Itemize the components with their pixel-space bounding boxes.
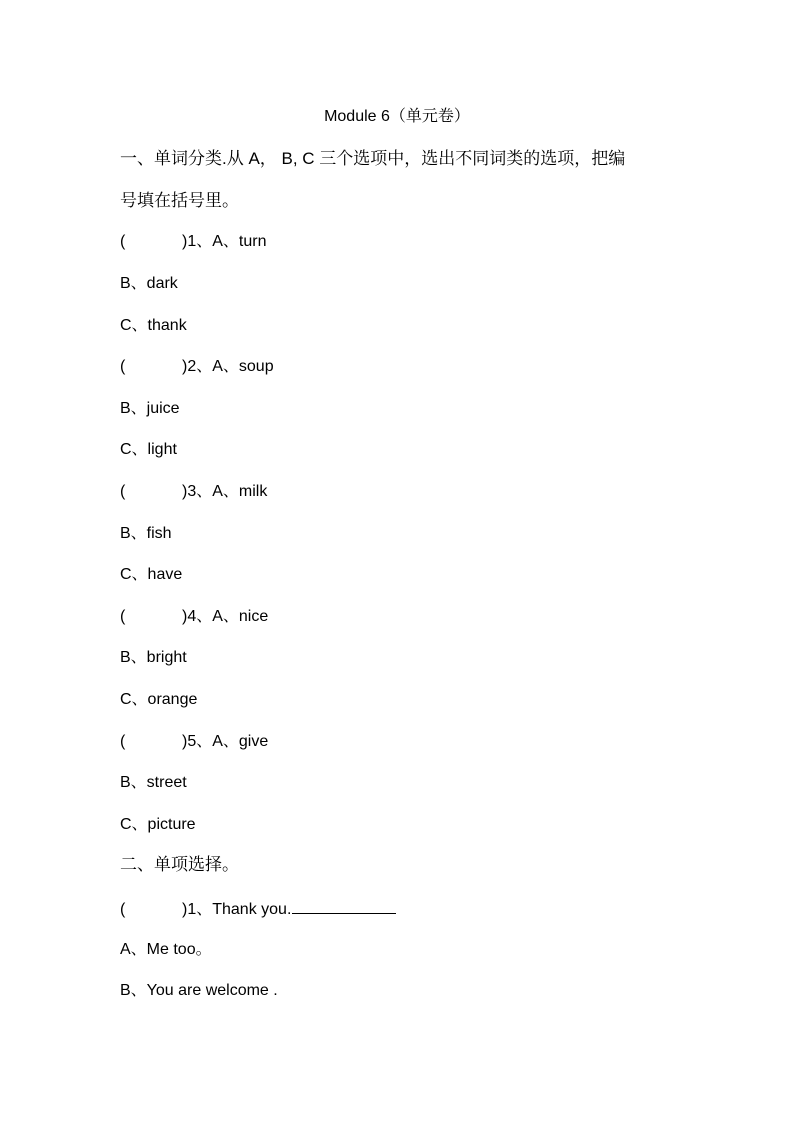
section1-question-5-option-b: B、street [120,774,187,791]
question-stem: )4、A、nice [182,608,269,625]
section1-question-4 [120,606,268,628]
section1-heading-line1: 一、单词分类.从 A， B, C 三个选项中，选出不同词类的选项，把编 [120,149,626,168]
question-stem: )5、A、give [182,733,269,750]
answer-paren-open: ( [120,608,126,625]
section2-question-1-option-b: B、You are welcome . [120,982,278,999]
answer-paren-open: ( [120,233,126,250]
section1-heading-line2: 号填在括号里。 [120,191,239,210]
section1-question-3 [120,481,267,503]
question-stem: )1、Thank you. [182,901,292,918]
answer-paren-open: ( [120,901,126,918]
answer-paren-open: ( [120,358,126,375]
section2-heading: 二、单项选择。 [120,855,239,874]
section1-question-2-option-b: B、juice [120,400,180,417]
section1-question-2-option-c: C、light [120,441,177,458]
answer-paren-open: ( [120,483,126,500]
section1-question-5 [120,731,268,753]
answer-paren-open: ( [120,733,126,750]
section1-question-4-option-b: B、bright [120,649,187,666]
section2-question-1 [120,897,396,921]
question-stem: )1、A、turn [182,233,267,250]
section1-question-2 [120,356,274,378]
section1-question-1-option-b: B、dark [120,275,178,292]
question-stem: )3、A、milk [182,483,268,500]
section2-question-1-option-a: A、Me too。 [120,941,212,958]
section1-question-5-option-c: C、picture [120,816,196,833]
section1-question-3-option-c: C、have [120,566,183,583]
question-stem: )2、A、soup [182,358,274,375]
section1-question-1-option-c: C、thank [120,317,187,334]
section1-question-1 [120,231,266,253]
page-title: Module 6（单元卷） [324,108,470,125]
section1-question-4-option-c: C、orange [120,691,198,708]
section1-question-3-option-b: B、fish [120,525,172,542]
answer-blank-line [292,897,396,914]
